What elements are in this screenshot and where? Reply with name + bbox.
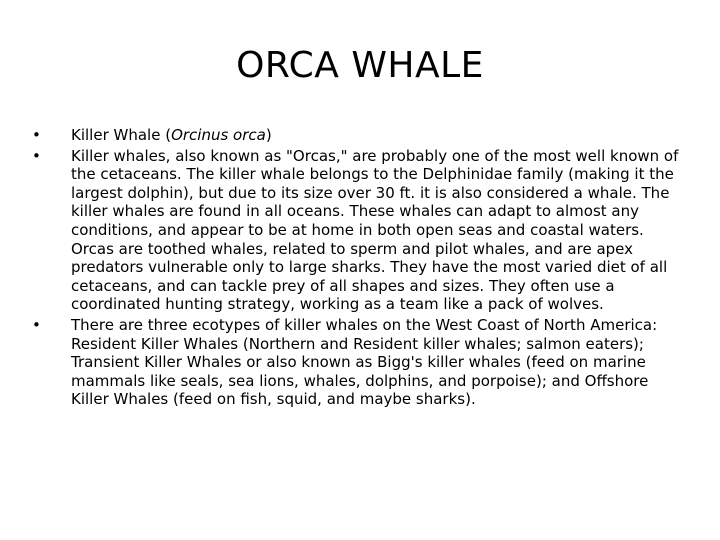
bullet-text: There are three ecotypes of killer whales on the West Coast of North America: Resident Killer Whales (Northern and Resident killer whales; salmon eaters); Transient Killer Whales or also known as Bigg's killer whales (feed on marine mammals like seals, sea lions, whales, dolphins, and porpoise); and Offshore Killer Whales (feed on fish, squid, and maybe sharks). [71, 315, 658, 409]
bullet-text: Killer whales, also known as "Orcas," are probably one of the most well known of the cetaceans. The killer whale belongs to the Delphinidae family (making it the largest dolphin), but due to its size over 30 ft. it is also considered a whale. The killer whales are found in all oceans. These whales can adapt to almost any conditions, and appear to be at home in both open seas and coastal waters. Orcas are toothed whales, related to sperm and pilot whales, and are apex predators vulnerable only to large sharks. They have the most varied diet of all cetaceans, and can tackle prey of all shapes and sizes. They often use a coordinated hunting strategy, working as a team like a pack of wolves. [71, 146, 679, 314]
slide-title: ORCA WHALE [236, 45, 484, 86]
species-common-name: Killer Whale ( [71, 126, 172, 144]
bullet-item-species [32, 126, 680, 145]
species-closing-paren: ) [265, 126, 272, 144]
bullet-text [71, 126, 680, 145]
bullet-item-description [32, 147, 680, 314]
bullet-icon: • [32, 146, 41, 165]
bullet-icon: • [32, 126, 41, 144]
bullet-list [32, 126, 680, 411]
bullet-item-ecotypes [32, 316, 680, 409]
bullet-icon: • [32, 315, 41, 334]
species-scientific-name: Orcinus orca [171, 126, 266, 144]
